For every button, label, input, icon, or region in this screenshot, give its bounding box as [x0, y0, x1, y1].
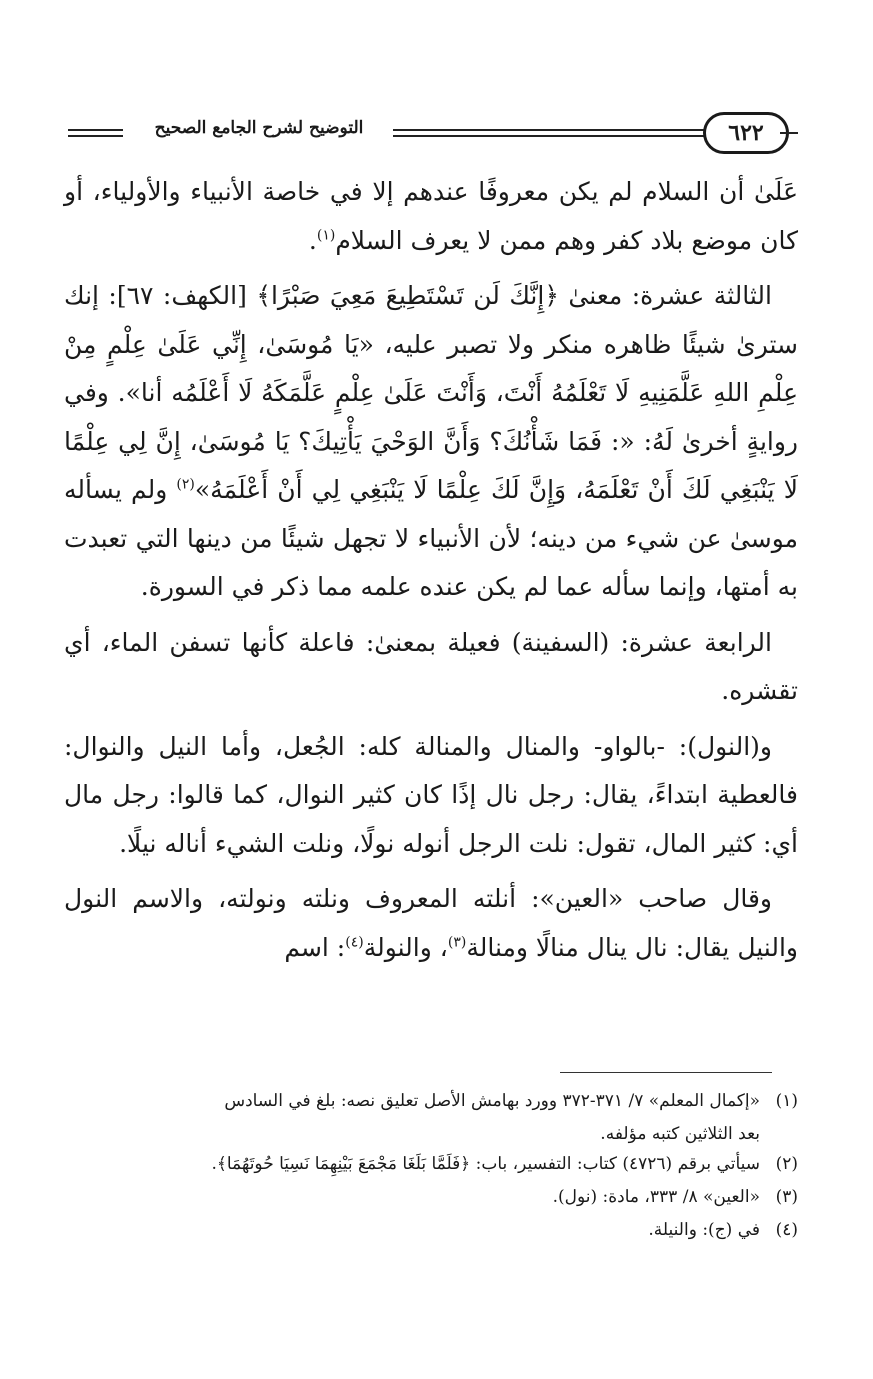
page-number-badge — [703, 112, 789, 154]
header-rule — [68, 129, 123, 131]
main-text — [64, 168, 798, 979]
footnote-text: في (ج): والنيلة. — [648, 1220, 760, 1240]
paragraph — [64, 168, 798, 265]
paragraph — [64, 272, 798, 612]
paragraph-text: و(النول): -بالواو- والمنال والمنالة كله: الجُعل، وأما النيل والنوال: فالعطية ابتداءً، يقال: رجل نال إذًا كان كثير النوال، كما قالوا: رجل مال أي: كثير المال، تقول: نلت الرجل أنوله نولًا، ونلت الشيء أناله نيلًا. — [64, 731, 798, 858]
header-rule — [393, 129, 715, 131]
paragraph-text: الرابعة عشرة: (السفينة) فعيلة بمعنىٰ: فاعلة كأنها تسفن الماء، أي تقشره. — [64, 627, 798, 705]
page-number: ٦٢٢ — [728, 120, 764, 146]
page-header — [60, 108, 795, 164]
footnote — [64, 1215, 798, 1245]
paragraph — [64, 875, 798, 972]
header-rule — [780, 132, 798, 134]
footnote-number: (٢) — [775, 1154, 798, 1174]
paragraph-text: وقال صاحب «العين»: أنلته المعروف ونلته ونولته، والاسم النول والنيل يقال: نال ينال منالًا ومنالة — [64, 884, 798, 962]
footnote-ref: (٤) — [345, 934, 364, 951]
footnote-ref: (٣) — [447, 934, 467, 951]
footnote-text: «العين» ٨/ ٣٣٣، مادة: (نول). — [552, 1187, 760, 1207]
footnote — [64, 1182, 798, 1212]
footnote-text: سيأتي برقم (٤٧٢٦) كتاب: التفسير، باب: ﴿فَلَمَّا بَلَغَا مَجْمَعَ بَيْنِهِمَا نَسِيَا حُوتَهُمَا﴾. — [211, 1154, 760, 1174]
paragraph-text: ولم يسأله موسىٰ عن شيء من دينه؛ لأن الأنبياء لا تجهل شيئًا من دينها التي تعبدت به أمتها، وإنما سأله عما لم يكن عنده علمه مما ذكر في السورة. — [64, 475, 798, 601]
footnote-number: (١) — [775, 1091, 798, 1111]
header-rule — [393, 135, 715, 137]
footnote-number: (٤) — [775, 1220, 798, 1240]
paragraph-text: ، والنولة — [363, 932, 448, 962]
header-rule — [68, 135, 123, 137]
paragraph-text: . — [308, 225, 317, 255]
footnote-text: «إكمال المعلم» ٧/ ٣٧١-٣٧٢ وورد بهامش الأصل تعليق نصه: بلغ في السادس — [224, 1091, 760, 1111]
paragraph-text: : اسم — [284, 932, 346, 962]
paragraph-text: عَلَىٰ أن السلام لم يكن معروفًا عندهم إلا في خاصة الأنبياء والأولياء، أو كان موضع بلاد كفر وهم ممن لا يعرف السلام — [64, 177, 798, 255]
footnotes — [64, 1086, 798, 1248]
footnote-ref: (١) — [316, 227, 336, 244]
footnote-separator — [560, 1072, 772, 1073]
footnote-number: (٣) — [775, 1187, 798, 1207]
paragraph — [64, 619, 798, 716]
paragraph — [64, 723, 798, 869]
paragraph-text: الثالثة عشرة: معنىٰ ﴿إِنَّكَ لَن تَسْتَطِيعَ مَعِيَ صَبْرًا﴾ [الكهف: ٦٧]: إنك سترىٰ شيئًا ظاهره منكر ولا تصبر عليه، «يَا مُوسَىٰ، إِنِّي عَلَىٰ عِلْمٍ مِنْ عِلْمِ اللهِ عَلَّمَنِيهِ لَا تَعْلَمُهُ أَنْتَ، وَأَنْتَ عَلَىٰ عِلْمٍ عَلَّمَكَهُ لَا أَعْلَمُه أنا». وفي روايةٍ أخرىٰ لَهُ: «: فَمَا شَأْنُكَ؟ وَأَنَّ الوَحْيَ يَأْتِيكَ؟ يَا مُوسَىٰ، إِنَّ لِي عِلْمًا لَا يَنْبَغِي لَكَ أَنْ تَعْلَمَهُ، وَإِنَّ لَكَ عِلْمًا لَا يَنْبَغِي لِي أَنْ أَعْلَمَهُ» — [64, 281, 798, 504]
footnote-continuation: بعد الثلاثين كتبه مؤلفه. — [600, 1124, 760, 1144]
running-title: التوضيح لشرح الجامع الصحيح — [154, 118, 364, 138]
footnote — [64, 1149, 798, 1179]
footnote-ref: (٢) — [176, 476, 195, 493]
footnote — [64, 1086, 798, 1116]
